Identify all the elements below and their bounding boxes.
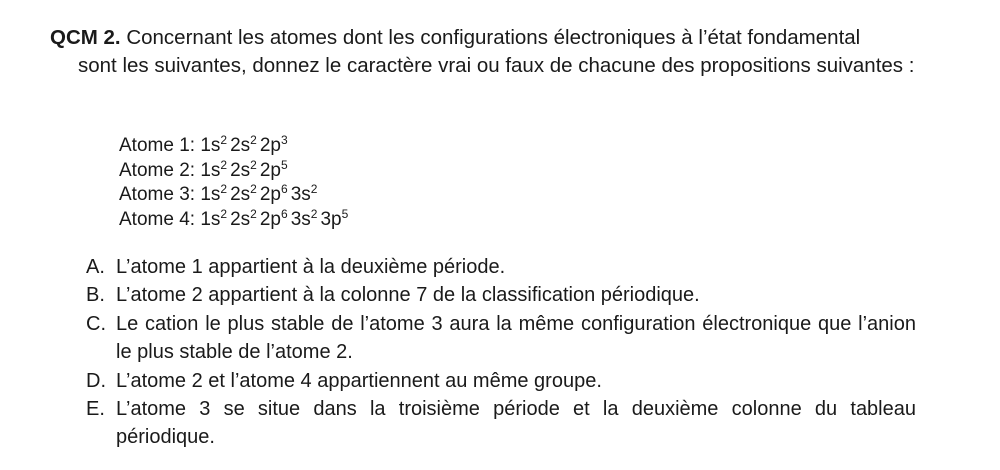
atom-configuration-row	[119, 183, 351, 208]
orbital	[320, 206, 349, 230]
option-b	[86, 281, 916, 309]
orbital	[200, 206, 228, 230]
option-text: L’atome 2 appartient à la colonne 7 de la classification périodique.	[116, 284, 700, 307]
orbital-base: 2p	[259, 159, 281, 181]
atom-name: Atome 3:	[119, 184, 196, 205]
option-letter: B.	[86, 284, 105, 307]
option-text: Le cation le plus stable de l’atome 3 aura la même configuration électronique que l’anion le plus stable de l’atome 2.	[116, 312, 916, 364]
option-letter: D.	[86, 369, 106, 392]
electron-count: 2	[220, 157, 228, 172]
orbital	[230, 157, 257, 181]
electron-count: 2	[220, 182, 228, 196]
orbital	[259, 206, 288, 230]
electron-count: 3	[281, 133, 288, 147]
electron-count: 6	[281, 182, 288, 196]
atom-configuration-row	[119, 208, 351, 233]
orbital	[230, 135, 257, 156]
electron-count: 2	[250, 206, 257, 221]
question-label: QCM 2.	[50, 26, 121, 49]
orbital-base: 3p	[320, 208, 342, 230]
orbital-base: 2s	[230, 135, 251, 156]
orbital	[230, 206, 257, 230]
option-d	[86, 367, 916, 395]
orbital-base: 2s	[230, 184, 251, 205]
orbital	[260, 135, 288, 156]
atom-name: Atome 4:	[119, 208, 196, 230]
electron-count: 6	[281, 206, 288, 221]
atom-configuration-row	[119, 159, 351, 184]
electron-count: 2	[250, 157, 257, 172]
option-e	[86, 395, 916, 452]
orbital-base: 1s	[200, 159, 221, 181]
orbital	[291, 184, 318, 205]
orbital	[200, 157, 228, 181]
orbital-base: 1s	[200, 208, 221, 230]
electron-count: 5	[341, 206, 349, 221]
orbital	[260, 184, 288, 205]
option-letter: A.	[86, 256, 105, 278]
atom-name: Atome 2:	[119, 159, 196, 181]
orbital-base: 1s	[200, 135, 221, 156]
orbital-base: 2p	[259, 208, 281, 230]
orbital	[200, 184, 227, 205]
orbital-base: 2p	[259, 184, 281, 205]
option-letter: E.	[86, 398, 105, 421]
orbital	[290, 206, 318, 230]
option-text: L’atome 3 se situe dans la troisième période et la deuxième colonne du tableau périodique.	[116, 398, 916, 449]
electron-count: 2	[250, 182, 257, 196]
electron-count: 2	[220, 133, 228, 147]
orbital	[200, 135, 227, 156]
orbital-base: 1s	[200, 184, 221, 205]
orbital	[230, 184, 257, 205]
atom-configuration-row	[119, 134, 351, 159]
question-text-continuation: sont les suivantes, donnez le caractère vrai ou faux de chacune des propositions suivantes :	[78, 54, 915, 77]
option-c	[86, 310, 916, 367]
option-a	[86, 253, 916, 281]
orbital-base: 2s	[230, 159, 251, 181]
answer-options	[86, 253, 916, 452]
atom-configurations	[119, 134, 351, 232]
orbital-base: 2p	[259, 135, 281, 156]
option-text: L’atome 2 et l’atome 4 appartiennent au même groupe.	[116, 369, 602, 392]
orbital-base: 3s	[290, 208, 311, 230]
electron-count: 2	[310, 182, 318, 196]
electron-count: 2	[220, 206, 228, 221]
question-text-line1: Concernant les atomes dont les configurations électroniques à l’état fondamental	[126, 26, 861, 49]
orbital	[259, 157, 288, 181]
orbital-base: 2s	[230, 208, 251, 230]
option-letter: C.	[86, 312, 106, 335]
orbital-base: 3s	[290, 184, 311, 205]
question-block	[50, 24, 945, 80]
question-first-line	[50, 24, 945, 52]
atom-name: Atome 1:	[119, 135, 196, 156]
electron-count: 2	[310, 206, 318, 221]
electron-count: 5	[281, 157, 288, 172]
electron-count: 2	[250, 133, 257, 147]
option-text: L’atome 1 appartient à la deuxième période.	[116, 256, 506, 278]
